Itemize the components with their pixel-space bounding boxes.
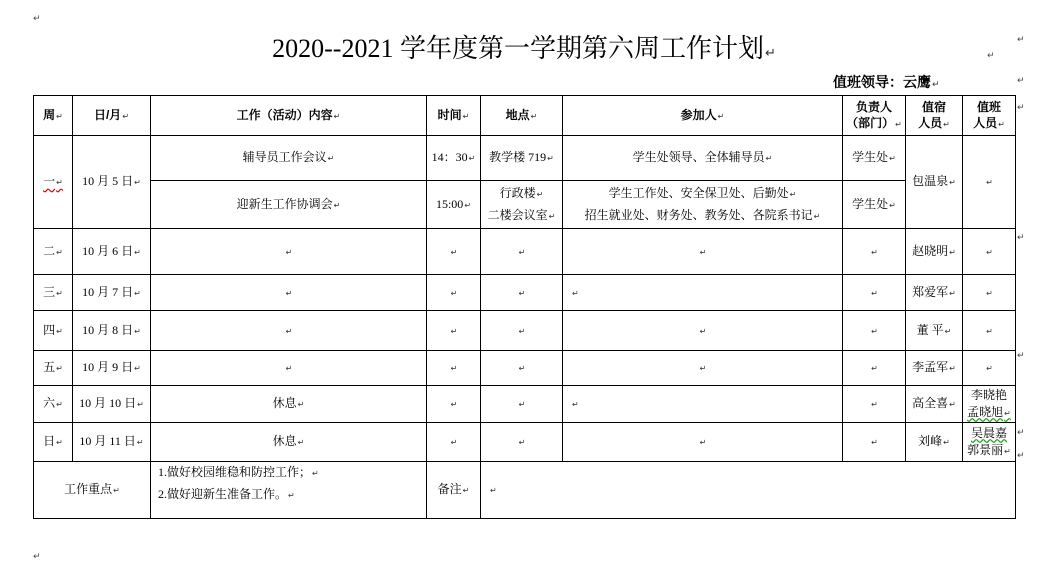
paragraph-mark: ↵ xyxy=(464,200,472,210)
content-cell[interactable]: 休息↵ xyxy=(151,386,427,423)
date-cell[interactable]: 10 月 10 日↵ xyxy=(73,386,151,423)
day-duty-line: 郭景丽↵ xyxy=(967,442,1011,457)
header-night-duty-line: 值宿 xyxy=(921,99,946,114)
paragraph-mark: ↵ xyxy=(285,364,293,373)
header-day-duty-line: 值班 xyxy=(976,99,1001,114)
day-duty-line xyxy=(965,425,1013,442)
paragraph-mark: ↵ xyxy=(871,438,878,447)
owner-cell[interactable]: 学生处↵ xyxy=(843,181,906,229)
paragraph-mark: ↵ xyxy=(56,400,63,409)
paragraph-mark: ↵ xyxy=(450,326,458,336)
paragraph-mark: ↵ xyxy=(986,288,993,298)
paragraph-mark: ↵ xyxy=(518,326,526,336)
paragraph-mark: ↵ xyxy=(572,400,579,409)
place-cell[interactable] xyxy=(481,136,563,181)
place-line: 行政楼↵ xyxy=(499,185,544,200)
header-night-duty-line: 人员↵ xyxy=(918,115,950,130)
night-duty-cell[interactable]: 包温泉↵ xyxy=(906,136,963,229)
day-duty-line xyxy=(965,404,1013,422)
paragraph-mark: ↵ xyxy=(134,288,141,298)
table-row xyxy=(34,275,1016,311)
header-participants[interactable]: 参加人↵ xyxy=(563,96,843,136)
day-duty-cell[interactable] xyxy=(963,311,1016,351)
table-row xyxy=(34,136,1016,181)
focus-label-cell[interactable]: 工作重点↵ xyxy=(34,462,151,519)
owner-cell[interactable] xyxy=(843,229,906,275)
day-duty-cell[interactable] xyxy=(963,136,1016,229)
focus-item: 2.做好迎新生准备工作。↵ xyxy=(158,487,295,501)
place-cell[interactable] xyxy=(481,423,563,462)
document-title[interactable]: 2020--2021 学年度第一学期第六周工作计划↵ xyxy=(272,34,776,63)
paragraph-mark: ↵ xyxy=(949,288,956,298)
paragraph-mark: ↵ xyxy=(871,247,878,257)
paragraph-mark: ↵ xyxy=(717,111,725,121)
paragraph-mark: ↵ xyxy=(764,46,776,61)
week-cell[interactable]: 二↵ xyxy=(34,229,73,275)
day-duty-cell[interactable] xyxy=(963,275,1016,311)
notes-label-cell[interactable]: 备注↵ xyxy=(427,462,481,519)
header-date[interactable]: 日/月↵ xyxy=(73,96,151,136)
paragraph-mark: ↵ xyxy=(33,552,41,562)
week-cell[interactable]: 五↵ xyxy=(34,351,73,386)
date-cell[interactable]: 10 月 8 日↵ xyxy=(73,311,151,351)
paragraph-mark: ↵ xyxy=(699,438,707,447)
place-line: 二楼会议室↵ xyxy=(487,207,556,222)
header-week[interactable]: 周↵ xyxy=(34,96,73,136)
paragraph-mark: ↵ xyxy=(1017,451,1025,461)
paragraph-mark: ↵ xyxy=(327,154,335,163)
paragraph-mark: ↵ xyxy=(518,247,526,257)
week-cell[interactable]: 日↵ xyxy=(34,423,73,462)
paragraph-mark: ↵ xyxy=(333,111,341,121)
participants-line: 招生就业处、财务处、教务处、各院系书记↵ xyxy=(584,207,821,222)
paragraph-mark: ↵ xyxy=(312,469,319,478)
content-cell[interactable] xyxy=(151,351,427,386)
header-owner[interactable] xyxy=(843,96,906,136)
paragraph-mark: ↵ xyxy=(450,288,458,298)
paragraph-mark: ↵ xyxy=(1004,446,1011,456)
paragraph-mark: ↵ xyxy=(943,438,950,447)
content-cell[interactable] xyxy=(151,275,427,311)
paragraph-mark: ↵ xyxy=(56,326,63,336)
day-duty-cell[interactable] xyxy=(963,423,1016,462)
night-duty-cell[interactable]: 郑爱军↵ xyxy=(906,275,963,311)
owner-cell[interactable] xyxy=(843,423,906,462)
paragraph-mark: ↵ xyxy=(137,400,144,409)
paragraph-mark: ↵ xyxy=(122,111,130,121)
paragraph-mark: ↵ xyxy=(462,111,470,121)
notes-value-cell[interactable] xyxy=(481,462,1016,519)
table-row xyxy=(34,311,1016,351)
participants-cell[interactable] xyxy=(563,423,843,462)
paragraph-mark: ↵ xyxy=(813,211,821,221)
paragraph-mark: ↵ xyxy=(1017,35,1025,45)
paragraph-mark: ↵ xyxy=(134,364,141,373)
paragraph-mark: ↵ xyxy=(572,288,579,298)
header-time[interactable]: 时间↵ xyxy=(427,96,481,136)
place-cell[interactable] xyxy=(481,275,563,311)
paragraph-mark: ↵ xyxy=(871,326,878,336)
paragraph-mark: ↵ xyxy=(871,288,878,298)
table-row xyxy=(34,351,1016,386)
paragraph-mark: ↵ xyxy=(285,247,293,257)
time-cell[interactable] xyxy=(427,423,481,462)
paragraph-mark: ↵ xyxy=(518,364,526,373)
paragraph-mark: ↵ xyxy=(285,288,293,298)
place-cell[interactable] xyxy=(481,351,563,386)
day-duty-cell[interactable] xyxy=(963,229,1016,275)
paragraph-mark: ↵ xyxy=(986,178,993,187)
paragraph-mark: ↵ xyxy=(949,178,956,187)
week-cell[interactable]: 四↵ xyxy=(34,311,73,351)
paragraph-mark: ↵ xyxy=(518,288,526,298)
paragraph-mark: ↵ xyxy=(986,247,993,257)
paragraph-mark: ↵ xyxy=(986,326,993,336)
paragraph-mark: ↵ xyxy=(297,400,305,409)
paragraph-mark: ↵ xyxy=(765,154,773,163)
paragraph-mark: ↵ xyxy=(944,326,952,336)
paragraph-mark: ↵ xyxy=(297,438,305,447)
place-cell[interactable] xyxy=(481,181,563,229)
paragraph-mark: ↵ xyxy=(113,486,120,495)
paragraph-mark: ↵ xyxy=(949,400,956,409)
paragraph-mark: ↵ xyxy=(450,400,458,409)
night-duty-cell[interactable]: 李孟军↵ xyxy=(906,351,963,386)
duty-leader-line[interactable]: 值班领导：云鹰↵ xyxy=(833,74,940,90)
paragraph-mark: ↵ xyxy=(987,51,995,61)
paragraph-mark: ↵ xyxy=(1017,103,1025,113)
header-owner-line: 负责人 xyxy=(855,99,892,114)
paragraph-mark: ↵ xyxy=(699,364,707,373)
content-cell[interactable]: 迎新生工作协调会↵ xyxy=(151,181,427,229)
paragraph-mark: ↵ xyxy=(943,119,950,129)
participants-cell[interactable] xyxy=(563,386,843,423)
content-cell[interactable] xyxy=(151,311,427,351)
paragraph-mark: ↵ xyxy=(285,326,293,336)
work-plan-table xyxy=(33,95,1016,519)
paragraph-mark: ↵ xyxy=(136,438,144,447)
paragraph-mark: ↵ xyxy=(462,486,470,495)
header-place[interactable]: 地点↵ xyxy=(481,96,563,136)
paragraph-mark: ↵ xyxy=(468,154,476,163)
week-label: 一↵ xyxy=(43,174,63,188)
paragraph-mark: ↵ xyxy=(871,400,878,409)
day-duty-cell[interactable] xyxy=(963,351,1016,386)
participants-line: 学生处领导、全体辅导员↵ xyxy=(632,150,773,164)
night-duty-cell[interactable]: 董 平↵ xyxy=(906,311,963,351)
paragraph-mark: ↵ xyxy=(895,119,902,129)
paragraph-mark: ↵ xyxy=(1017,233,1025,243)
week-cell[interactable]: 六↵ xyxy=(34,386,73,423)
paragraph-mark: ↵ xyxy=(56,288,63,298)
paragraph-mark: ↵ xyxy=(1017,428,1025,438)
footer-row xyxy=(34,462,1016,519)
paragraph-mark: ↵ xyxy=(56,438,63,447)
paragraph-mark: ↵ xyxy=(998,119,1005,129)
paragraph-mark: ↵ xyxy=(547,154,554,163)
night-duty-cell[interactable]: 高全喜↵ xyxy=(906,386,963,423)
paragraph-mark: ↵ xyxy=(986,364,993,373)
paragraph-mark: ↵ xyxy=(699,247,707,257)
date-cell[interactable]: 10 月 6 日↵ xyxy=(73,229,151,275)
time-cell[interactable]: 15:00↵ xyxy=(427,181,481,229)
paragraph-mark: ↵ xyxy=(536,189,544,199)
paragraph-mark: ↵ xyxy=(490,486,497,495)
date-cell[interactable]: 10 月 7 日↵ xyxy=(73,275,151,311)
paragraph-mark: ↵ xyxy=(1017,351,1025,361)
night-duty-cell[interactable]: 刘峰↵ xyxy=(906,423,963,462)
header-owner-line: （部门）↵ xyxy=(846,115,902,130)
header-row xyxy=(34,96,1016,136)
participants-cell[interactable] xyxy=(563,229,843,275)
content-cell[interactable] xyxy=(151,229,427,275)
paragraph-mark: ↵ xyxy=(548,211,556,221)
day-duty-name: 孟晓旭↵ xyxy=(967,404,1011,419)
paragraph-mark: ↵ xyxy=(450,247,458,257)
owner-cell[interactable] xyxy=(843,275,906,311)
place-line: 教学楼 719↵ xyxy=(489,150,554,164)
place-cell[interactable] xyxy=(481,229,563,275)
participants-cell[interactable] xyxy=(563,136,843,181)
owner-cell[interactable] xyxy=(843,351,906,386)
paragraph-mark: ↵ xyxy=(134,178,141,187)
paragraph-mark: ↵ xyxy=(56,111,63,121)
header-day-duty-line: 人员↵ xyxy=(973,115,1005,130)
participants-line: 学生工作处、安全保卫处、后勤处↵ xyxy=(608,185,797,200)
table-row xyxy=(34,181,1016,229)
owner-cell[interactable] xyxy=(843,386,906,423)
date-cell[interactable]: 10 月 11 日↵ xyxy=(73,423,151,462)
participants-cell[interactable] xyxy=(563,311,843,351)
paragraph-mark: ↵ xyxy=(134,247,141,257)
paragraph-mark: ↵ xyxy=(134,326,141,336)
paragraph-mark: ↵ xyxy=(949,364,956,373)
table-row xyxy=(34,229,1016,275)
paragraph-mark: ↵ xyxy=(889,154,896,163)
content-cell[interactable]: 辅导员工作会议↵ xyxy=(151,136,427,181)
header-night-duty[interactable] xyxy=(906,96,963,136)
time-cell[interactable] xyxy=(427,351,481,386)
time-cell[interactable] xyxy=(427,275,481,311)
paragraph-mark: ↵ xyxy=(56,247,63,257)
participants-cell[interactable] xyxy=(563,351,843,386)
date-cell[interactable]: 10 月 5 日↵ xyxy=(73,136,151,229)
paragraph-mark: ↵ xyxy=(871,364,878,373)
paragraph-mark: ↵ xyxy=(789,189,797,199)
table-row xyxy=(34,386,1016,423)
header-day-duty[interactable] xyxy=(963,96,1016,136)
paragraph-mark: ↵ xyxy=(699,326,707,336)
paragraph-mark: ↵ xyxy=(450,364,458,373)
paragraph-mark: ↵ xyxy=(56,364,63,373)
day-duty-cell[interactable] xyxy=(963,386,1016,423)
paragraph-mark: ↵ xyxy=(889,200,896,210)
content-cell[interactable]: 休息↵ xyxy=(151,423,427,462)
time-cell[interactable] xyxy=(427,311,481,351)
participants-cell[interactable] xyxy=(563,181,843,229)
paragraph-mark: ↵ xyxy=(288,491,295,500)
place-cell[interactable] xyxy=(481,311,563,351)
paragraph-mark: ↵ xyxy=(518,400,526,409)
paragraph-mark: ↵ xyxy=(932,80,940,90)
header-content[interactable]: 工作（活动）内容↵ xyxy=(151,96,427,136)
paragraph-mark: ↵ xyxy=(333,200,341,210)
week-cell[interactable]: 三↵ xyxy=(34,275,73,311)
night-duty-cell[interactable]: 赵晓明↵ xyxy=(906,229,963,275)
paragraph-mark: ↵ xyxy=(949,247,956,257)
table-row xyxy=(34,423,1016,462)
date-cell[interactable]: 10 月 9 日↵ xyxy=(73,351,151,386)
owner-cell[interactable] xyxy=(843,311,906,351)
paragraph-mark: ↵ xyxy=(33,14,41,24)
paragraph-mark: ↵ xyxy=(1017,76,1025,86)
paragraph-mark: ↵ xyxy=(518,438,526,447)
week-cell[interactable] xyxy=(34,136,73,229)
paragraph-mark: ↵ xyxy=(450,438,458,447)
focus-items-cell[interactable] xyxy=(151,462,427,519)
time-cell[interactable] xyxy=(427,229,481,275)
day-duty-line: 李晓艳 xyxy=(970,387,1007,402)
place-cell[interactable] xyxy=(481,386,563,423)
paragraph-mark: ↵ xyxy=(56,178,63,187)
focus-item: 1.做好校园维稳和防控工作；↵ xyxy=(158,465,319,479)
participants-cell[interactable] xyxy=(563,275,843,311)
owner-cell[interactable]: 学生处↵ xyxy=(843,136,906,181)
paragraph-mark: ↵ xyxy=(1004,408,1011,418)
time-cell[interactable] xyxy=(427,386,481,423)
time-cell[interactable]: 14：30↵ xyxy=(427,136,481,181)
paragraph-mark: ↵ xyxy=(530,111,538,121)
day-duty-name: 吴晨嘉 xyxy=(970,425,1007,440)
